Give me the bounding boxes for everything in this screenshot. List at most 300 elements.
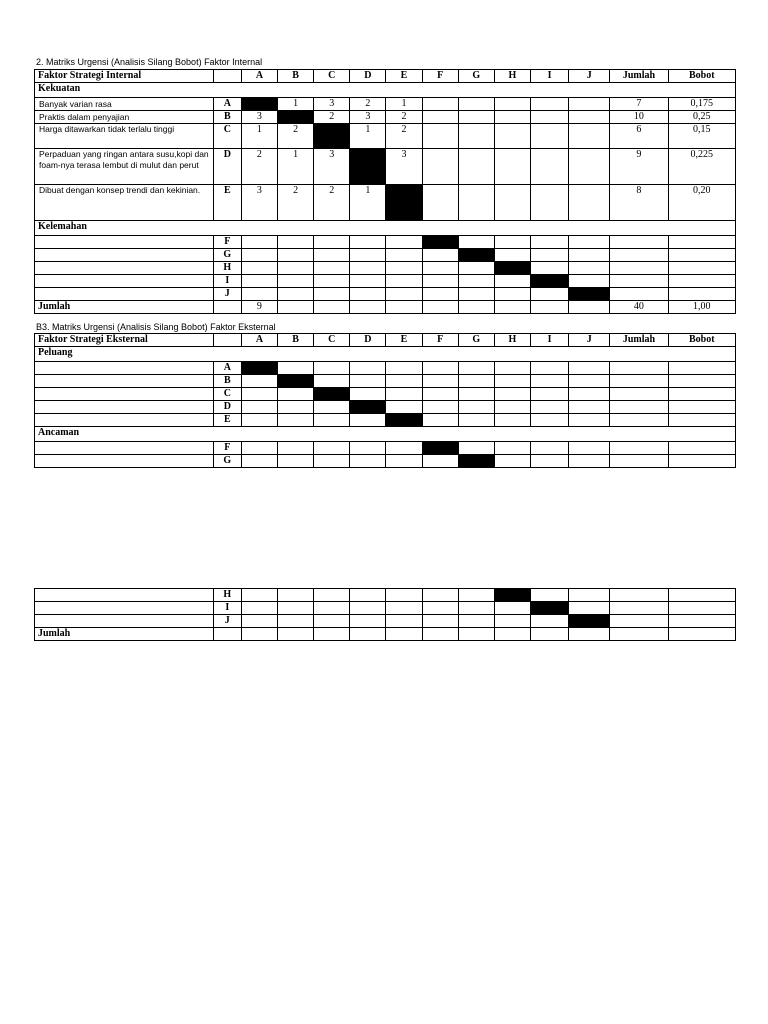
diagonal-blocked-cell: [530, 275, 568, 288]
score-cell: [350, 249, 386, 262]
score-cell: [386, 442, 422, 455]
total-label: Jumlah: [35, 301, 214, 314]
total-label: Jumlah: [35, 628, 214, 641]
diagonal-blocked-cell: [278, 111, 314, 124]
score-cell: [314, 442, 350, 455]
score-cell: [278, 455, 314, 468]
score-cell: [494, 401, 530, 414]
score-cell: [350, 615, 386, 628]
jumlah-value: 6: [610, 124, 668, 149]
factor-code: J: [213, 288, 241, 301]
strength-row: [35, 124, 736, 149]
header-column-i: I: [530, 334, 568, 347]
section-row: [35, 83, 736, 98]
bobot-cell: [668, 602, 735, 615]
score-cell: [530, 124, 568, 149]
score-cell: [278, 388, 314, 401]
score-cell: [569, 375, 610, 388]
score-cell: 2: [350, 98, 386, 111]
score-cell: 2: [278, 185, 314, 221]
section-kelemahan: Kelemahan: [35, 221, 736, 236]
score-cell: [350, 375, 386, 388]
weakness-row: [35, 288, 736, 301]
score-cell: [569, 602, 610, 615]
total-empty-cell: [569, 301, 610, 314]
score-cell: [314, 375, 350, 388]
total-empty-cell: [530, 301, 568, 314]
bobot-cell: [668, 388, 735, 401]
factor-name: Dibuat dengan konsep trendi dan kekinian.: [35, 185, 214, 221]
score-cell: [569, 262, 610, 275]
bobot-value: 0,25: [668, 111, 735, 124]
diagonal-blocked-cell: [569, 288, 610, 301]
score-cell: [422, 375, 458, 388]
score-cell: [494, 455, 530, 468]
score-cell: [494, 615, 530, 628]
score-cell: [569, 149, 610, 185]
header-code-cell: [213, 70, 241, 83]
score-cell: [458, 111, 494, 124]
total-column-a: 9: [241, 301, 277, 314]
jumlah-cell: [610, 414, 668, 427]
total-code-cell: [213, 301, 241, 314]
score-cell: 1: [241, 124, 277, 149]
header-column-h: H: [494, 334, 530, 347]
score-cell: [569, 98, 610, 111]
score-cell: [386, 362, 422, 375]
diagonal-blocked-cell: [422, 236, 458, 249]
score-cell: 3: [314, 149, 350, 185]
score-cell: 2: [314, 111, 350, 124]
score-cell: [278, 414, 314, 427]
jumlah-cell: [610, 288, 668, 301]
total-empty-cell: [386, 628, 422, 641]
jumlah-value: 8: [610, 185, 668, 221]
factor-name: Perpaduan yang ringan antara susu,kopi dan foam-nya terasa lembut di mulut dan perut: [35, 149, 214, 185]
score-cell: 3: [314, 98, 350, 111]
score-cell: [386, 455, 422, 468]
weakness-row: [35, 275, 736, 288]
header-column-f: F: [422, 70, 458, 83]
opportunity-row: [35, 414, 736, 427]
score-cell: [386, 375, 422, 388]
score-cell: [314, 288, 350, 301]
jumlah-value: 9: [610, 149, 668, 185]
score-cell: [458, 185, 494, 221]
score-cell: [278, 275, 314, 288]
score-cell: [569, 111, 610, 124]
score-cell: [314, 602, 350, 615]
bobot-cell: [668, 455, 735, 468]
factor-name-cell: [35, 288, 214, 301]
score-cell: [569, 236, 610, 249]
factor-name-cell: [35, 236, 214, 249]
score-cell: [530, 249, 568, 262]
header-column-b: B: [278, 334, 314, 347]
header-factor-label: Faktor Strategi Eksternal: [35, 334, 214, 347]
diagonal-blocked-cell: [350, 401, 386, 414]
score-cell: [314, 414, 350, 427]
score-cell: [350, 602, 386, 615]
score-cell: [530, 262, 568, 275]
total-empty-cell: [530, 628, 568, 641]
diagonal-blocked-cell: [494, 589, 530, 602]
diagonal-blocked-cell: [386, 185, 422, 221]
header-column-e: E: [386, 70, 422, 83]
total-empty-cell: [350, 301, 386, 314]
score-cell: [386, 589, 422, 602]
score-cell: [458, 275, 494, 288]
header-bobot: Bobot: [668, 334, 735, 347]
jumlah-cell: [610, 455, 668, 468]
factor-code: F: [213, 442, 241, 455]
factor-name-cell: [35, 375, 214, 388]
jumlah-cell: [610, 275, 668, 288]
factor-name: Praktis dalam penyajian: [35, 111, 214, 124]
score-cell: [350, 288, 386, 301]
score-cell: [530, 185, 568, 221]
score-cell: [422, 288, 458, 301]
score-cell: [530, 362, 568, 375]
factor-name-cell: [35, 442, 214, 455]
score-cell: [278, 362, 314, 375]
score-cell: [241, 401, 277, 414]
total-empty-cell: [494, 628, 530, 641]
score-cell: [422, 275, 458, 288]
total-row: [35, 301, 736, 314]
factor-name-cell: [35, 262, 214, 275]
factor-code: A: [213, 362, 241, 375]
bobot-value: 0,15: [668, 124, 735, 149]
threat-row: [35, 442, 736, 455]
header-column-d: D: [350, 70, 386, 83]
score-cell: [278, 262, 314, 275]
score-cell: [494, 149, 530, 185]
jumlah-value: 10: [610, 111, 668, 124]
header-column-j: J: [569, 334, 610, 347]
score-cell: [458, 589, 494, 602]
score-cell: [386, 615, 422, 628]
score-cell: [422, 149, 458, 185]
bobot-value: 0,225: [668, 149, 735, 185]
weakness-row: [35, 249, 736, 262]
score-cell: [422, 362, 458, 375]
score-cell: [314, 249, 350, 262]
score-cell: [278, 589, 314, 602]
score-cell: [278, 288, 314, 301]
score-cell: [494, 111, 530, 124]
total-empty-cell: [668, 628, 735, 641]
score-cell: [494, 288, 530, 301]
section-kekuatan: Kekuatan: [35, 83, 736, 98]
score-cell: [530, 111, 568, 124]
opportunity-row: [35, 401, 736, 414]
bobot-cell: [668, 414, 735, 427]
score-cell: [530, 615, 568, 628]
jumlah-cell: [610, 589, 668, 602]
score-cell: [530, 401, 568, 414]
header-code-cell: [213, 334, 241, 347]
score-cell: [530, 455, 568, 468]
header-column-f: F: [422, 334, 458, 347]
total-empty-cell: [610, 628, 668, 641]
factor-code: D: [213, 401, 241, 414]
score-cell: [422, 388, 458, 401]
opportunity-row: [35, 362, 736, 375]
score-cell: [458, 262, 494, 275]
diagonal-blocked-cell: [314, 388, 350, 401]
diagonal-blocked-cell: [530, 602, 568, 615]
score-cell: [530, 375, 568, 388]
score-cell: [386, 288, 422, 301]
score-cell: [530, 589, 568, 602]
factor-code: E: [213, 185, 241, 221]
score-cell: [494, 414, 530, 427]
score-cell: [422, 185, 458, 221]
diagonal-blocked-cell: [241, 362, 277, 375]
factor-name: Banyak varian rasa: [35, 98, 214, 111]
score-cell: [569, 275, 610, 288]
score-cell: [458, 414, 494, 427]
total-code-cell: [213, 628, 241, 641]
bobot-cell: [668, 288, 735, 301]
score-cell: [386, 602, 422, 615]
score-cell: [278, 615, 314, 628]
score-cell: [569, 414, 610, 427]
score-cell: [494, 275, 530, 288]
bobot-cell: [668, 275, 735, 288]
score-cell: 3: [241, 185, 277, 221]
factor-code: I: [213, 275, 241, 288]
factor-name: Harga ditawarkan tidak terlalu tinggi: [35, 124, 214, 149]
score-cell: [569, 185, 610, 221]
external-matrix-table: [34, 333, 736, 468]
header-row: [35, 334, 736, 347]
factor-name-cell: [35, 362, 214, 375]
factor-name-cell: [35, 275, 214, 288]
bobot-cell: [668, 615, 735, 628]
score-cell: [458, 362, 494, 375]
score-cell: [314, 589, 350, 602]
score-cell: [278, 442, 314, 455]
bobot-cell: [668, 375, 735, 388]
header-column-i: I: [530, 70, 568, 83]
jumlah-cell: [610, 249, 668, 262]
factor-name-cell: [35, 602, 214, 615]
score-cell: [422, 249, 458, 262]
score-cell: 2: [241, 149, 277, 185]
jumlah-cell: [610, 442, 668, 455]
score-cell: [494, 442, 530, 455]
score-cell: 1: [350, 185, 386, 221]
score-cell: 3: [241, 111, 277, 124]
score-cell: [386, 275, 422, 288]
score-cell: [386, 236, 422, 249]
factor-name-cell: [35, 455, 214, 468]
score-cell: [458, 388, 494, 401]
header-column-e: E: [386, 334, 422, 347]
score-cell: [530, 236, 568, 249]
total-empty-cell: [458, 628, 494, 641]
section-row: [35, 221, 736, 236]
score-cell: [314, 236, 350, 249]
factor-name-cell: [35, 414, 214, 427]
score-cell: [241, 288, 277, 301]
score-cell: [350, 589, 386, 602]
jumlah-cell: [610, 362, 668, 375]
threat-row: [35, 589, 736, 602]
header-column-j: J: [569, 70, 610, 83]
score-cell: [422, 98, 458, 111]
score-cell: [241, 589, 277, 602]
factor-name-cell: [35, 388, 214, 401]
header-jumlah: Jumlah: [610, 70, 668, 83]
bobot-cell: [668, 249, 735, 262]
score-cell: [494, 124, 530, 149]
opportunity-row: [35, 375, 736, 388]
score-cell: [350, 236, 386, 249]
external-matrix-continued-table: [34, 588, 736, 641]
bobot-value: 0,20: [668, 185, 735, 221]
bobot-cell: [668, 442, 735, 455]
score-cell: [278, 249, 314, 262]
jumlah-value: 7: [610, 98, 668, 111]
bobot-value: 0,175: [668, 98, 735, 111]
threat-row: [35, 615, 736, 628]
score-cell: [494, 236, 530, 249]
strength-row: [35, 111, 736, 124]
score-cell: [458, 401, 494, 414]
header-column-d: D: [350, 334, 386, 347]
score-cell: [386, 262, 422, 275]
total-empty-cell: [422, 628, 458, 641]
score-cell: [386, 388, 422, 401]
score-cell: [422, 615, 458, 628]
diagonal-blocked-cell: [241, 98, 277, 111]
score-cell: [458, 375, 494, 388]
score-cell: [422, 111, 458, 124]
score-cell: [386, 401, 422, 414]
diagonal-blocked-cell: [494, 262, 530, 275]
score-cell: [569, 401, 610, 414]
total-empty-cell: [350, 628, 386, 641]
score-cell: [278, 401, 314, 414]
header-column-g: G: [458, 334, 494, 347]
diagonal-blocked-cell: [422, 442, 458, 455]
score-cell: [530, 414, 568, 427]
score-cell: [458, 615, 494, 628]
score-cell: [314, 262, 350, 275]
bobot-cell: [668, 362, 735, 375]
score-cell: [241, 388, 277, 401]
total-bobot: 1,00: [668, 301, 735, 314]
total-empty-cell: [314, 301, 350, 314]
score-cell: [494, 362, 530, 375]
factor-code: H: [213, 589, 241, 602]
score-cell: [422, 455, 458, 468]
total-jumlah: 40: [610, 301, 668, 314]
factor-code: G: [213, 249, 241, 262]
score-cell: [530, 442, 568, 455]
score-cell: [314, 275, 350, 288]
score-cell: [241, 375, 277, 388]
jumlah-cell: [610, 615, 668, 628]
score-cell: [314, 455, 350, 468]
weakness-row: [35, 236, 736, 249]
score-cell: [569, 388, 610, 401]
score-cell: [494, 249, 530, 262]
score-cell: 3: [386, 149, 422, 185]
score-cell: [241, 602, 277, 615]
external-matrix-caption: B3. Matriks Urgensi (Analisis Silang Bobot) Faktor Eksternal: [36, 322, 276, 332]
total-empty-cell: [494, 301, 530, 314]
score-cell: [458, 149, 494, 185]
strength-row: [35, 98, 736, 111]
score-cell: [530, 388, 568, 401]
factor-code: I: [213, 602, 241, 615]
jumlah-cell: [610, 602, 668, 615]
total-empty-cell: [241, 628, 277, 641]
total-empty-cell: [458, 301, 494, 314]
diagonal-blocked-cell: [458, 455, 494, 468]
score-cell: [494, 375, 530, 388]
factor-code: D: [213, 149, 241, 185]
factor-name-cell: [35, 401, 214, 414]
score-cell: [278, 602, 314, 615]
score-cell: [350, 442, 386, 455]
header-column-h: H: [494, 70, 530, 83]
factor-name-cell: [35, 589, 214, 602]
score-cell: [569, 249, 610, 262]
score-cell: [422, 262, 458, 275]
score-cell: [314, 362, 350, 375]
factor-code: E: [213, 414, 241, 427]
score-cell: 3: [350, 111, 386, 124]
score-cell: [241, 275, 277, 288]
factor-code: C: [213, 124, 241, 149]
diagonal-blocked-cell: [278, 375, 314, 388]
score-cell: [241, 262, 277, 275]
header-column-c: C: [314, 70, 350, 83]
header-column-g: G: [458, 70, 494, 83]
factor-code: C: [213, 388, 241, 401]
factor-code: H: [213, 262, 241, 275]
score-cell: [458, 124, 494, 149]
score-cell: 1: [386, 98, 422, 111]
diagonal-blocked-cell: [458, 249, 494, 262]
score-cell: [530, 98, 568, 111]
score-cell: [350, 414, 386, 427]
score-cell: 1: [350, 124, 386, 149]
score-cell: [422, 401, 458, 414]
score-cell: [458, 98, 494, 111]
factor-code: J: [213, 615, 241, 628]
score-cell: [458, 236, 494, 249]
total-row: [35, 628, 736, 641]
score-cell: [314, 401, 350, 414]
header-row: [35, 70, 736, 83]
score-cell: [386, 249, 422, 262]
score-cell: 1: [278, 149, 314, 185]
internal-matrix-table: [34, 69, 736, 314]
section-row: [35, 347, 736, 362]
strength-row: [35, 149, 736, 185]
score-cell: [458, 288, 494, 301]
score-cell: [241, 615, 277, 628]
factor-code: B: [213, 111, 241, 124]
total-empty-cell: [314, 628, 350, 641]
opportunity-row: [35, 388, 736, 401]
